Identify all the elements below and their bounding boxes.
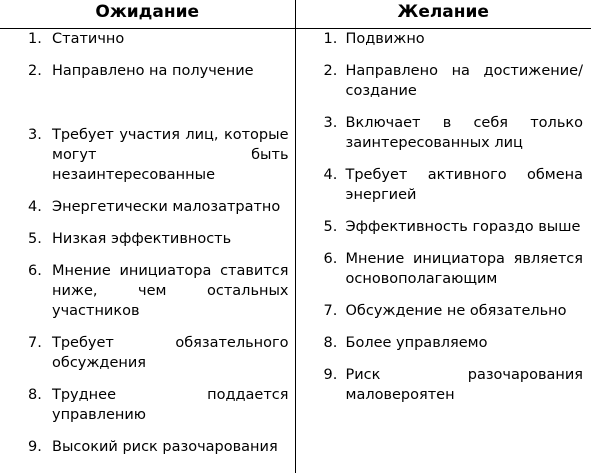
expectation-list (0, 29, 295, 457)
list-item (324, 365, 584, 405)
desire-list (296, 29, 591, 405)
item-text: Требует обязательного обсуждения (52, 335, 289, 371)
header-expectation: Ожидание (0, 0, 295, 29)
item-number: 1. (323, 31, 338, 47)
item-text: Подвижно (345, 31, 425, 47)
list-item (324, 301, 584, 321)
item-text: Труднее поддается управлению (52, 387, 289, 423)
item-number: 9. (28, 439, 42, 455)
list-item (324, 249, 584, 289)
item-number: 2. (323, 63, 338, 79)
list-item (28, 125, 289, 185)
item-text: Риск разочарования маловероятен (345, 367, 583, 403)
item-number: 4. (323, 167, 338, 183)
item-text: Включает в себя только заинтересованных лиц (345, 115, 583, 151)
item-number: 8. (323, 335, 338, 351)
item-text: Требует участия лиц, которые могут быть незаинтересованные (52, 127, 289, 183)
item-text: Обсуждение не обязательно (345, 303, 567, 319)
item-text: Эффективность гораздо выше (345, 219, 581, 235)
table-body-row (0, 29, 591, 473)
item-text: Энергетически малозатратно (52, 199, 281, 215)
list-item (324, 217, 584, 237)
item-number: 3. (323, 115, 338, 131)
list-item (324, 113, 584, 153)
item-number: 6. (28, 263, 42, 279)
list-item (28, 261, 289, 321)
item-number: 6. (323, 251, 338, 267)
list-item (28, 29, 289, 49)
list-item (28, 333, 289, 373)
list-item (324, 61, 584, 101)
item-text: Более управляемо (345, 335, 488, 351)
header-desire: Желание (295, 0, 591, 29)
item-number: 7. (28, 335, 42, 351)
list-item (28, 385, 289, 425)
item-number: 3. (28, 127, 42, 143)
item-number: 9. (323, 367, 338, 383)
list-item (324, 333, 584, 353)
item-text: Мнение инициатора является основополагающим (345, 251, 583, 287)
table-header-row (0, 0, 591, 29)
item-text: Направлено на получение (52, 63, 254, 79)
item-number: 1. (28, 31, 42, 47)
desire-cell (295, 29, 591, 473)
list-item (28, 437, 289, 457)
item-text: Высокий риск разочарования (52, 439, 278, 455)
item-number: 5. (28, 231, 42, 247)
item-number: 2. (28, 63, 42, 79)
list-item (324, 29, 584, 49)
item-number: 8. (28, 387, 42, 403)
item-number: 7. (323, 303, 338, 319)
list-item (324, 165, 584, 205)
item-number: 5. (323, 219, 338, 235)
item-text: Низкая эффективность (52, 231, 232, 247)
list-item (28, 61, 289, 81)
item-text: Направлено на достижение/создание (345, 63, 583, 99)
item-number: 4. (28, 199, 42, 215)
list-item (28, 229, 289, 249)
item-text: Мнение инициатора ставится ниже, чем остальных участников (52, 263, 289, 319)
expectation-cell (0, 29, 295, 473)
item-text: Требует активного обмена энергией (345, 167, 583, 203)
list-item (28, 197, 289, 217)
item-text: Статично (52, 31, 125, 47)
